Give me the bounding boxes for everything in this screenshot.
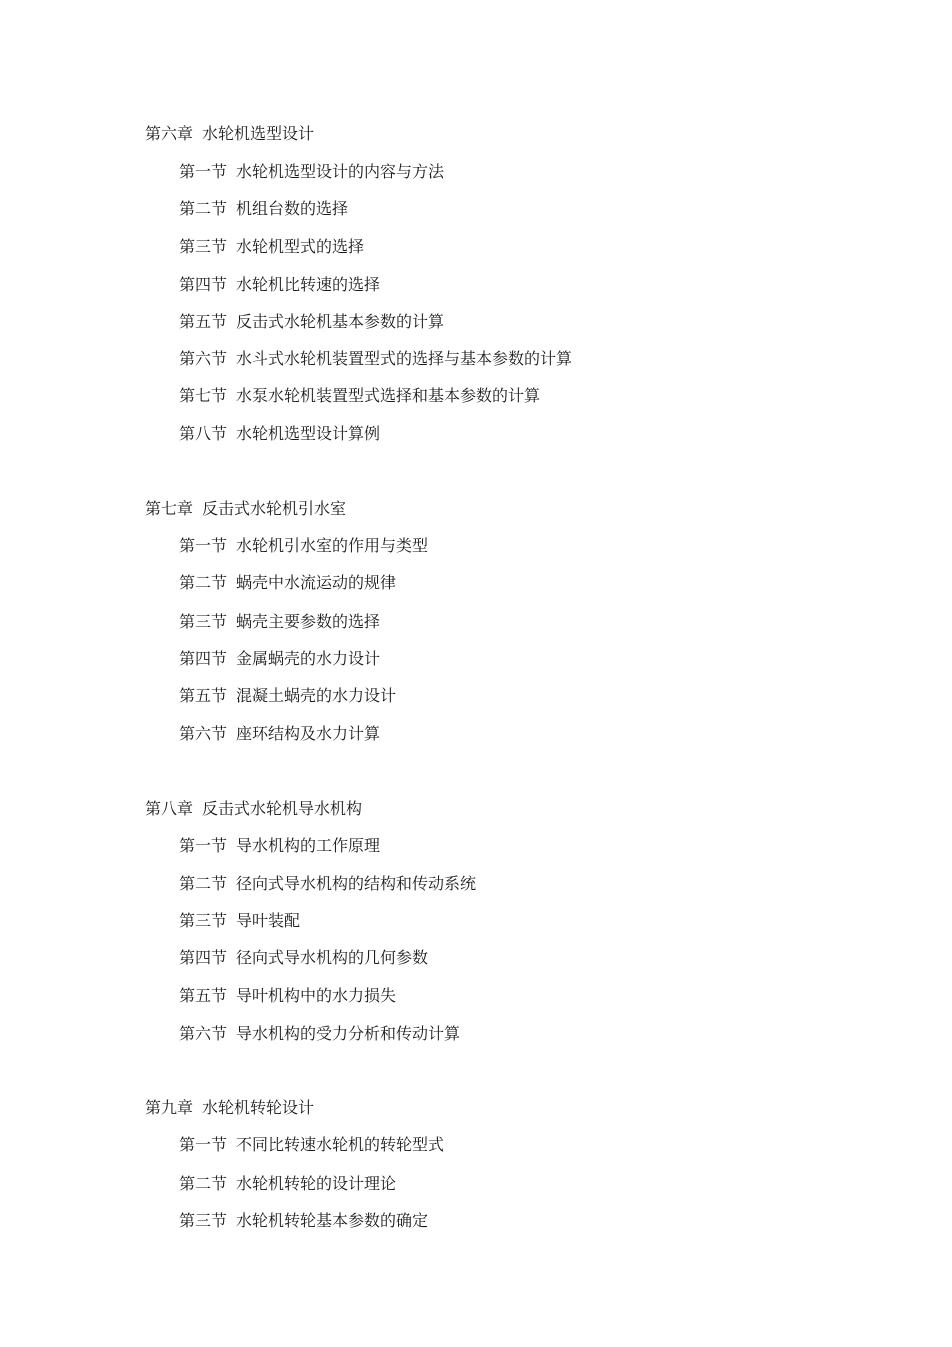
section-item [179,1135,925,1155]
section-title: 导水机构的受力分析和传动计算 [236,1024,461,1043]
section-item [179,312,925,332]
section-title: 蜗壳主要参数的选择 [236,612,381,631]
section-label: 第六节 [179,349,228,368]
section-title: 机组台数的选择 [236,199,349,218]
section-title: 水斗式水轮机装置型式的选择与基本参数的计算 [236,349,573,368]
chapter-8 [145,799,925,1044]
section-title: 径向式导水机构的几何参数 [236,948,429,967]
chapter-9 [145,1098,925,1231]
section-title: 座环结构及水力计算 [236,724,381,743]
section-label: 第四节 [179,948,228,967]
chapter-heading [145,499,925,519]
section-label: 第三节 [179,237,228,256]
chapter-title: 水轮机选型设计 [202,124,315,143]
section-item [179,1024,925,1044]
chapter-label: 第九章 [145,1098,194,1117]
section-item [179,386,925,406]
section-label: 第一节 [179,162,228,181]
section-title: 水轮机转轮基本参数的确定 [236,1211,429,1230]
chapter-6 [145,124,925,444]
chapter-label: 第六章 [145,124,194,143]
chapter-7 [145,499,925,744]
section-label: 第六节 [179,1024,228,1043]
section-label: 第二节 [179,874,228,893]
section-item [179,986,925,1006]
section-title: 导水机构的工作原理 [236,836,381,855]
chapter-label: 第八章 [145,799,194,818]
section-label: 第八节 [179,424,228,443]
chapter-title: 反击式水轮机引水室 [202,499,347,518]
section-title: 蜗壳中水流运动的规律 [236,573,397,592]
section-list [145,536,925,744]
section-title: 水轮机引水室的作用与类型 [236,536,429,555]
section-item [179,237,925,257]
section-title: 混凝土蜗壳的水力设计 [236,686,397,705]
section-title: 金属蜗壳的水力设计 [236,649,381,668]
chapter-label: 第七章 [145,499,194,518]
section-item [179,724,925,744]
chapter-heading [145,124,925,144]
section-label: 第五节 [179,986,228,1005]
section-title: 水轮机比转速的选择 [236,275,381,294]
section-item [179,162,925,182]
section-label: 第四节 [179,275,228,294]
section-item [179,349,925,369]
section-item [179,612,925,632]
section-item [179,536,925,556]
section-item [179,424,925,444]
section-label: 第七节 [179,386,228,405]
chapter-heading [145,799,925,819]
section-label: 第五节 [179,686,228,705]
section-item [179,275,925,295]
section-label: 第四节 [179,649,228,668]
section-item [179,649,925,669]
section-title: 水轮机转轮的设计理论 [236,1174,397,1193]
chapter-title: 反击式水轮机导水机构 [202,799,363,818]
section-item [179,686,925,706]
section-item [179,948,925,968]
section-label: 第六节 [179,724,228,743]
section-label: 第一节 [179,536,228,555]
section-item [179,1211,925,1231]
section-list [145,836,925,1044]
section-label: 第二节 [179,199,228,218]
section-list [145,1135,925,1231]
section-label: 第二节 [179,1174,228,1193]
section-label: 第五节 [179,312,228,331]
section-label: 第二节 [179,573,228,592]
section-item [179,911,925,931]
section-label: 第一节 [179,1135,228,1154]
section-title: 不同比转速水轮机的转轮型式 [236,1135,445,1154]
section-label: 第一节 [179,836,228,855]
section-list [145,162,925,444]
section-title: 反击式水轮机基本参数的计算 [236,312,445,331]
section-title: 导叶机构中的水力损失 [236,986,397,1005]
chapter-heading [145,1098,925,1118]
section-item [179,573,925,593]
section-title: 导叶装配 [236,911,301,930]
section-title: 水轮机型式的选择 [236,237,365,256]
section-title: 水轮机选型设计算例 [236,424,381,443]
section-label: 第三节 [179,1211,228,1230]
section-title: 径向式导水机构的结构和传动系统 [236,874,477,893]
section-title: 水泵水轮机装置型式选择和基本参数的计算 [236,386,541,405]
chapter-title: 水轮机转轮设计 [202,1098,315,1117]
section-item [179,1174,925,1194]
section-label: 第三节 [179,612,228,631]
section-item [179,874,925,894]
section-label: 第三节 [179,911,228,930]
section-item [179,199,925,219]
section-title: 水轮机选型设计的内容与方法 [236,162,445,181]
section-item [179,836,925,856]
